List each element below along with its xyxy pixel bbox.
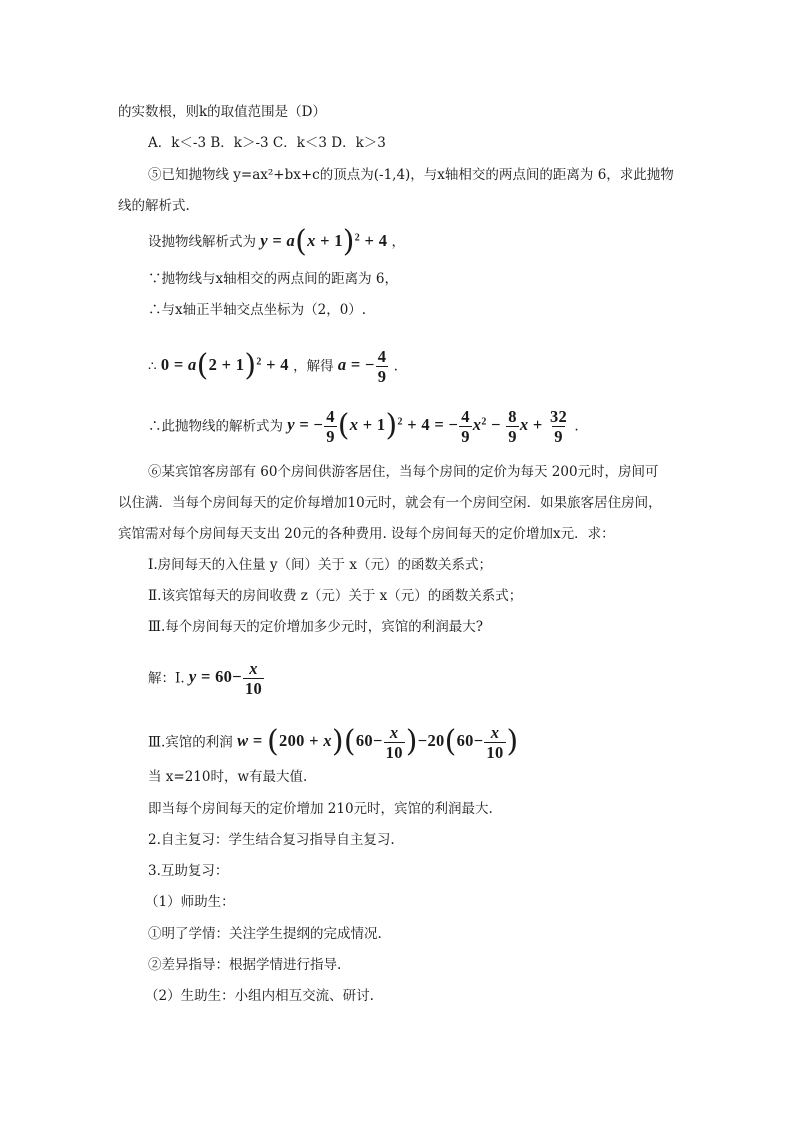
equation-profit: w = (200 + x)(60− $\frac{x}{10}$ )−20(60− $\frac{x}{10}$ ) bbox=[237, 723, 519, 762]
text-line: ②差异指导：根据学情进行指导. bbox=[148, 957, 342, 973]
text-line: Ⅲ.每个房间每天的定价增加多少元时，宾馆的利润最大? bbox=[148, 619, 484, 635]
text-line: 线的解析式. bbox=[118, 198, 190, 214]
text-line: ∴与x轴正半轴交点坐标为（2，0）. bbox=[148, 302, 367, 318]
equation-vertex-form: $y = a(x + 1)^2 + 4$ bbox=[260, 224, 388, 260]
text-line: ⑤已知抛物线 y=ax²+bx+c的顶点为(-1,4)，与x轴相交的两点间的距离为 6，求此抛物 bbox=[148, 167, 674, 183]
text-line: ⑥某宾馆客房部有 60个房间供游客居住，当每个房间的定价为每天 200元时，房间可 bbox=[148, 464, 659, 480]
equation-solution-a: a = − $\frac{4}{9}$ bbox=[337, 347, 387, 386]
text-line: 3.互助复习： bbox=[148, 863, 229, 879]
text-line: Ⅱ.该宾馆每天的房间收费 z（元）关于 x（元）的函数关系式； bbox=[148, 588, 523, 604]
equation-substitution: $0 = a(2 + 1)^2 + 4$ bbox=[160, 348, 289, 384]
formula-line: 设抛物线解析式为 $y = a(x + 1)^2 + 4$ ， bbox=[148, 224, 406, 260]
formula-line: ∴ $0 = a(2 + 1)^2 + 4$ ，解得 a = − $\frac{4}{9}$ . bbox=[148, 347, 398, 386]
text-line: 以住满．当每个房间每天的定价每增加10元时，就会有一个房间空闲．如果旅客居住房间， bbox=[118, 495, 662, 511]
formula-line: 解：Ⅰ. y = 60− $\frac{x}{10}$ bbox=[148, 660, 265, 697]
text-line: （1）师助生： bbox=[145, 894, 235, 910]
equation-final: y = − $\frac{4}{9}$ $(x + 1)^2 + 4$ = − $\frac{4}{9}$ $x^2$ − $\frac{8}{9}$ x + $\frac{32}{9}$ bbox=[287, 407, 568, 446]
text-line: 即当每个房间每天的定价增加 210元时，宾馆的利润最大. bbox=[148, 801, 493, 817]
text-line: 当 x=210时，w有最大值. bbox=[148, 769, 308, 785]
text-line: 宾馆需对每个房间每天支出 20元的各种费用. 设每个房间每天的定价增加x元．求： bbox=[118, 526, 615, 542]
formula-line: Ⅲ.宾馆的利润 w = (200 + x)(60− $\frac{x}{10}$ )−20(60− $\frac{x}{10}$ ) bbox=[148, 723, 519, 762]
formula-line: ∴此抛物线的解析式为 y = − $\frac{4}{9}$ $(x + 1)^2 + 4$ = − $\frac{4}{9}$ $x^2$ − $\frac{8}{9}$ x + $\frac{32}{9}$ . bbox=[148, 407, 579, 446]
text-line: （2）生助生：小组内相互交流、研讨. bbox=[145, 988, 374, 1004]
equation-occupancy: y = 60− $\frac{x}{10}$ bbox=[188, 659, 263, 698]
text-line: A．k＜-3 B．k＞-3 C．k＜3 D．k＞3 bbox=[148, 135, 386, 151]
text-line: ①明了学情：关注学生提纲的完成情况. bbox=[148, 926, 382, 942]
text-line: 2.自主复习：学生结合复习指导自主复习. bbox=[148, 832, 395, 848]
text-line: ∵抛物线与x轴相交的两点间的距离为 6， bbox=[148, 271, 398, 287]
text-line: 的实数根，则k的取值范围是（D） bbox=[118, 104, 327, 120]
text-line: Ⅰ.房间每天的入住量 y（间）关于 x（元）的函数关系式； bbox=[148, 557, 492, 573]
